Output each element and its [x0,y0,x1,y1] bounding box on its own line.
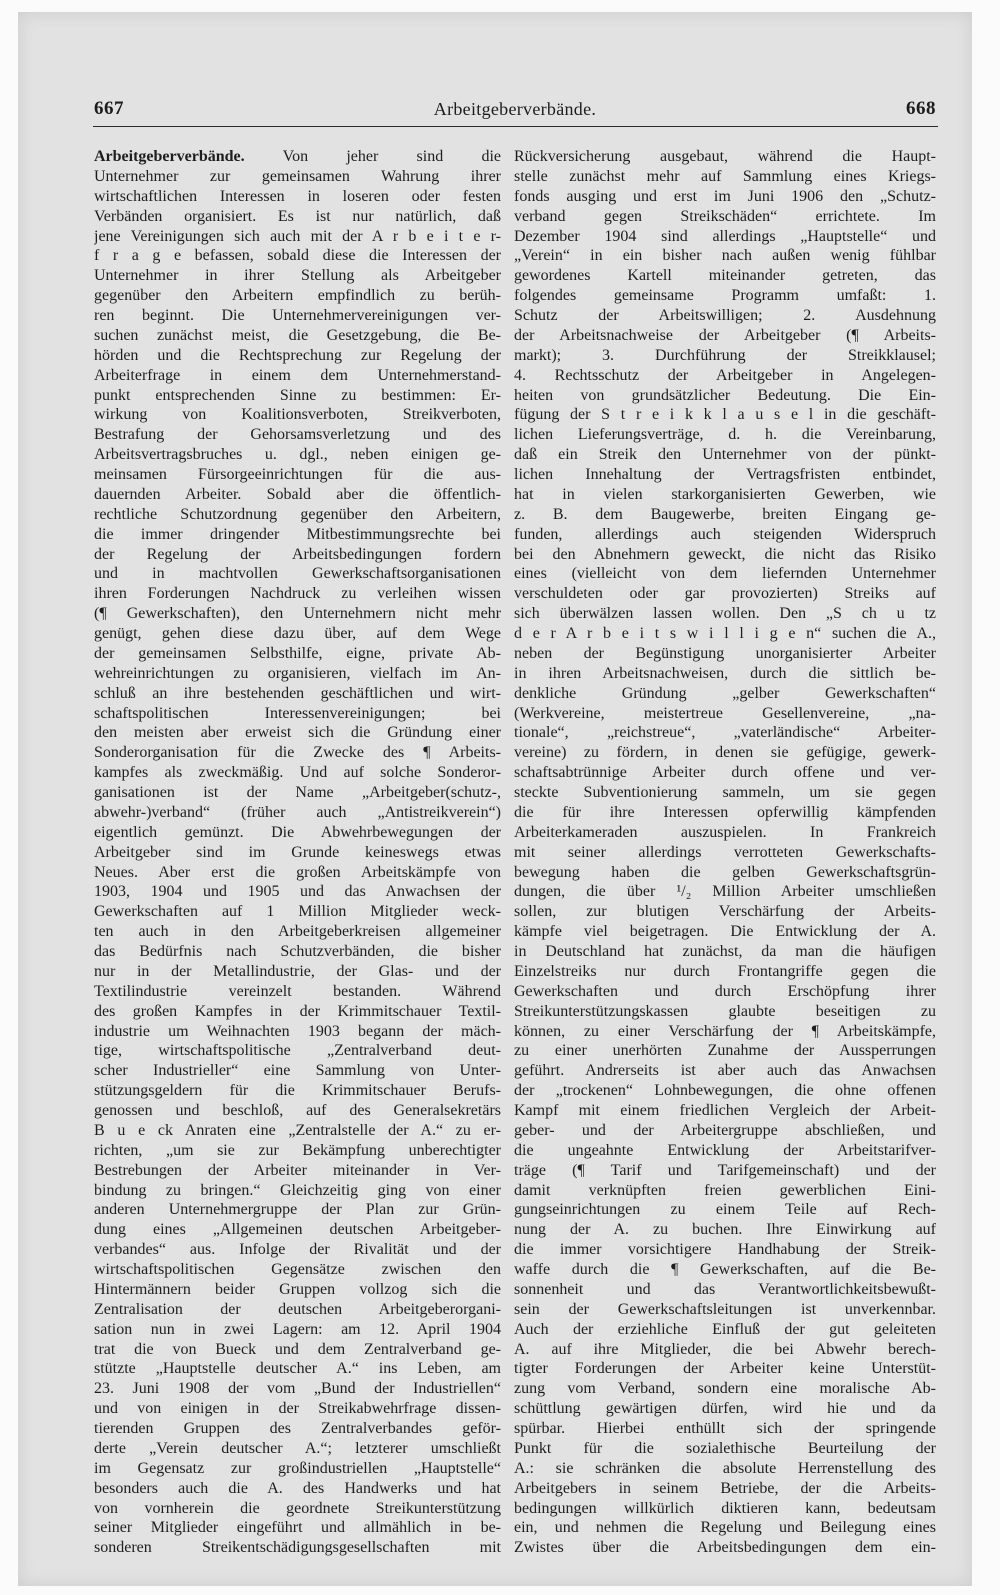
text-line: Zentralisation der deutschen Arbeitgeberorgani- [94,1300,501,1318]
text-line: genügt, gehen diese dazu über, auf dem Wege [94,625,501,642]
text-line: Streikunterstützungskassen glaubte beseitigen zu [514,1002,936,1020]
text-line: folgendes gemeinsame Programm umfaßt: 1. [514,287,936,305]
text-line: nur in der Metallindustrie, der Glas- und der [94,962,501,980]
text-line: Schutz der Arbeitswilligen; 2. Ausdehnung [514,307,936,324]
text-line: Neues. Aber erst die großen Arbeitskämpfe von [94,863,501,881]
text-line: mit seiner allerdings verrotteten Gewerkschafts- [514,843,936,861]
running-title: Arbeitgeberverbände. [433,99,597,119]
text-line: sich überwälzen lassen wollen. Den „S ch u tz [514,605,936,623]
text-line: B u e ck Anraten eine „Zentralstelle der A.“ zu er- [94,1121,501,1139]
text-line: gegenüber den Arbeitern empfindlich zu berüh- [94,287,501,305]
text-line: dungen, die über ¹/₂ Million Arbeiter umschließen [514,883,936,901]
text-line: damit verknüpften freien gewerblichen Eini- [514,1181,936,1199]
text-line: spürbar. Hierbei enthüllt sich der springende [514,1420,936,1437]
text-line: den meisten aber erweist sich die Gründung einer [94,724,501,742]
text-line: besonders auch die A. des Handwerks und hat [94,1479,501,1497]
text-line: die für ihre Interessen opferwillig kämpfenden [514,803,936,821]
text-line: markt); 3. Durchführung der Streikklausel; [514,346,936,364]
text-line: des großen Kampfes in der Krimmitschauer Textil- [94,1002,501,1020]
text-line: lichen Lieferungsverträge, d. h. die Vereinbarung, [514,426,936,444]
text-line: industrie um Weihnachten 1903 begann der mäch- [94,1022,501,1040]
right-column [514,147,936,1558]
text-line: abwehr-)verband“ (früher auch „Antistreikverein“) [94,803,501,821]
text-line: scher Industrieller“ eine Sammlung von Unter- [94,1062,501,1080]
text-line [94,147,501,167]
text-line: lichen Innehaltung der Vertragsfristen entbindet, [514,466,936,483]
text-line: eigentlich gemünzt. Die Abwehrbewegungen der [94,823,501,841]
text-line: sein der Gewerkschaftsleitungen ist unverkennbar. [514,1300,936,1318]
text-line: ren beginnt. Die Unternehmervereinigungen ver- [94,307,501,324]
text-line: gewordenes Kartell miteinander getreten, das [514,267,936,285]
text-line: hörden und die Rechtsprechung zur Regelung der [94,346,501,364]
text-line: stelle zunächst mehr auf Sammlung eines Kriegs- [514,167,936,185]
text-line: zung vom Verband, sondern eine moralische Ab- [514,1380,936,1398]
text-line: die immer dringender Mitbestimmungsrechte bei [94,525,501,543]
text-line: nung der A. zu buchen. Ihre Einwirkung auf [514,1221,936,1239]
text-line: wirkung von Koalitionsverboten, Streikverboten, [94,406,501,424]
text-line: wirtschaftspolitischen Gegensätze zwischen den [94,1261,501,1278]
text-line: verbandes“ aus. Infolge der Rivalität und der [94,1241,501,1259]
text-line: bedingungen willkürlich diktieren kann, bedeutsam [514,1499,936,1517]
text-line: anderen Unternehmergruppe der Plan zur Grün- [94,1201,501,1219]
text-line: fonds ausging und erst im Juni 1906 den „Schutz- [514,187,936,205]
text-line: geber- und der Arbeitergruppe abschließen, und [514,1121,936,1139]
text-line: bei den Abnehmern geweckt, die nicht das Risiko [514,545,936,563]
text-line: Sonderorganisation für die Zwecke des ¶ Arbeits- [94,744,501,762]
text-line: Textilindustrie vereinzelt bestanden. Während [94,982,501,1000]
text-line: schaftsabtrünnige Arbeiter durch offene und ver- [514,764,936,782]
text-line: dung eines „Allgemeinen deutschen Arbeitgeber- [94,1221,501,1239]
page-number-left: 667 [94,98,124,119]
text-line: (Werkvereine, meistertreue Gesellenvereine, „na- [514,704,936,722]
text-line: tionale“, „reichstreue“, „vaterländische“ Arbeiter- [514,724,936,742]
text-line: ihren Forderungen Nachdruck zu verleihen wissen [94,585,501,603]
text-line: f r a g e befassen, sobald diese die Interessen der [94,247,501,265]
text-line: bewegung haben die gelben Gewerkschaftsgrün- [514,863,936,881]
text-line: Unternehmer zur gemeinsamen Wahrung ihrer [94,167,501,185]
text-line: tige, wirtschaftspolitische „Zentralverband deut- [94,1042,501,1060]
text-line: A.: sie schränken die absolute Herrenstellung des [514,1459,936,1477]
text-line: Punkt für die sozialethische Beurteilung der [514,1439,936,1457]
text-line: Rückversicherung ausgebaut, während die Haupt- [514,148,936,165]
text-line: schluß an ihre bestehenden geschäftlichen und wirt- [94,684,501,702]
text-line: Arbeitgeber sind im Grunde keineswegs etwas [94,843,501,861]
text-line: heiten von grundsätzlicher Bedeutung. Die Ein- [514,386,936,404]
text-line: können, zu einer Verschärfung der ¶ Arbeitskämpfe, [514,1022,936,1040]
text-line: ganisationen ist der Name „Arbeitgeber(schutz-, [94,784,501,801]
text-line: wirtschaftlichen Interessen in loseren oder festen [94,187,501,205]
text-line: A. auf ihre Mitglieder, die bei Abwehr berech- [514,1340,936,1358]
text-line: denkliche Gründung „gelber Gewerkschaften“ [514,684,936,702]
text-line: Dezember 1904 sind allerdings „Hauptstelle“ und [514,227,936,245]
text-line: stützte „Hauptstelle deutscher A.“ ins Leben, am [94,1360,501,1378]
text-line: Bestrafung der Gehorsamsverletzung und des [94,426,501,444]
text-line: der Regelung der Arbeitsbedingungen fordern [94,545,501,563]
text-line: kampfes als zweckmäßig. Und auf solche Sonderor- [94,764,501,782]
text-line: fügung der S t r e i k k l a u s e l in die geschäft- [514,406,936,424]
page-header [94,96,936,126]
text-line: sollen, zur blutigen Verschärfung der Arbeits- [514,903,936,921]
text-line: bindung zu bringen.“ Gleichzeitig ging von einer [94,1181,501,1199]
text-line: suchen zunächst meist, die Gesetzgebung, die Be- [94,326,501,344]
text-line: hat in vielen starkorganisierten Gewerben, wie [514,485,936,503]
text-line: waffe durch die ¶ Gewerkschaften, auf die Be- [514,1261,936,1278]
text-line: sonnenheit und das Verantwortlichkeitsbewußt- [514,1280,936,1298]
text-line: ten auch in den Arbeitgeberkreisen allgemeiner [94,923,501,941]
text-line: Auch der erziehliche Einfluß der gut geleiteten [514,1320,936,1338]
text-line: Arbeiterfrage in einem dem Unternehmerstand- [94,366,501,384]
left-column [94,147,501,1558]
text-line: Verbänden organisiert. Es ist nur natürlich, daß [94,207,501,225]
page-number-right: 668 [906,98,936,119]
text-line: Gewerkschaften auf 1 Million Mitglieder weck- [94,903,501,921]
text-line: dauernden Arbeiter. Sobald aber die öffentlich- [94,485,501,503]
text-line: träge (¶ Tarif und Tarifgemeinschaft) und der [514,1161,936,1179]
text-line: stützungsgeldern für die Krimmitschauer Berufs- [94,1082,501,1100]
text-line: steckte Subventionierung sammeln, um sie gegen [514,784,936,801]
text-line: Arbeiterkameraden auszuspielen. In Frankreich [514,823,936,841]
text-line: in Deutschland hat zunächst, da man die häufigen [514,943,936,960]
text-line: z. B. dem Baugewerbe, breiten Eingang ge- [514,505,936,523]
text-line: vereine) zu fördern, in denen sie gefügige, gewerk- [514,744,936,762]
text-line: eines (vielleicht von dem liefernden Unternehmer [514,565,936,583]
text-line: schüttlung gewärtigen dürfen, wird hie und da [514,1400,936,1418]
text-line: jene Vereinigungen sich auch mit der A r b e i t e r- [94,227,501,245]
text-line: derte „Verein deutscher A.“; letzterer umschließt [94,1439,501,1457]
text-line: und von einigen in der Streikabwehrfrage dissen- [94,1400,501,1418]
text-line: und in machtvollen Gewerkschaftsorganisationen [94,565,501,583]
text-line: der „trockenen“ Lohnbewegungen, die ohne offenen [514,1082,936,1100]
text-line: Einzelstreiks nur durch Frontangriffe gegen die [514,962,936,980]
text-line: zu einer unerhörten Zunahme der Aussperrungen [514,1042,936,1060]
text-line: daß ein Streik den Unternehmer von der pünkt- [514,446,936,464]
text-line: funden, allerdings auch steigenden Widerspruch [514,525,936,543]
text-line: von vornherein die geordnete Streikunterstützung [94,1499,501,1517]
text-line: in ihren Arbeitsnachweisen, durch die sittlich be- [514,664,936,682]
text-line: richten, „um sie zur Bekämpfung unberechtigter [94,1141,501,1159]
text-line: neben der Begünstigung unorganisierter Arbeiter [514,644,936,662]
text-line: geführt. Andrerseits ist aber auch das Anwachsen [514,1062,936,1080]
text-line: Hintermännern beider Gruppen vollzog sich die [94,1280,501,1298]
text-line: kämpfe viel beigetragen. Die Entwicklung der A. [514,923,936,941]
text-line: (¶ Gewerkschaften), den Unternehmern nicht mehr [94,605,501,623]
text-line: verschuldeten oder gar provozierten) Streiks auf [514,585,936,603]
text-line: gungseinrichtungen zu einem Teile auf Rech- [514,1201,936,1219]
text-line: rechtliche Schutzordnung gegenüber den Arbeitern, [94,505,501,523]
text-line: genossen und beschloß, auf des Generalsekretärs [94,1102,501,1119]
text-line: Unternehmer in ihrer Stellung als Arbeitgeber [94,267,501,285]
book-page [18,12,972,1586]
text-line: meinsamen Fürsorgeeinrichtungen für die aus- [94,466,501,483]
text-line: 23. Juni 1908 der vom „Bund der Industriellen“ [94,1380,501,1398]
text-line: Kampf mit einem friedlichen Vergleich der Arbeit- [514,1102,936,1119]
text-line: die immer vorsichtigere Handhabung der Streik- [514,1241,936,1259]
text-line: „Verein“ in ein bisher nach außen wenig fühlbar [514,247,936,265]
text-line: 1903, 1904 und 1905 und das Anwachsen der [94,883,501,901]
text-line: der gemeinsamen Selbsthilfe, eigne, private Ab- [94,644,501,662]
text-line: seiner Mitglieder eingeführt und allmählich in be- [94,1519,501,1537]
text-line: Gewerkschaften und durch Erschöpfung ihrer [514,982,936,1000]
text-line: schaftspolitischen Interessenvereinigungen; bei [94,704,501,722]
text-line: Arbeitgebers in seinem Betriebe, der die Arbeits- [514,1479,936,1497]
text-line: verband gegen Streikschäden“ errichtete. Im [514,207,936,225]
text-line: d e r A r b e i t s w i l l i g e n“ suchen die A., [514,625,936,642]
text-line: Arbeitsvertragsbruches u. dgl., neben einigen ge- [94,446,501,464]
header-rule [93,126,938,127]
text-line: 4. Rechtsschutz der Arbeitgeber in Angelegen- [514,366,936,384]
text-line: wehreinrichtungen zu organisieren, vielfach im An- [94,664,501,682]
text-line: das Bedürfnis nach Schutzverbänden, die bisher [94,943,501,960]
text-line: tigter Forderungen der Arbeiter keine Unterstüt- [514,1360,936,1378]
text-line: tierenden Gruppen des Zentralverbandes geför- [94,1420,501,1437]
text-line: punkt entsprechenden Sinne zu bestimmen: Er- [94,386,501,404]
text-line: ein, und nehmen die Regelung und Beilegung eines [514,1519,936,1537]
text-line: Zwistes über die Arbeitsbedingungen dem ein- [514,1539,936,1557]
text-line: sonderen Streikentschädigungsgesellschaften mit [94,1539,501,1557]
text-line: die ungeahnte Entwicklung der Arbeitstarifver- [514,1141,936,1159]
text-line: trat die von Bueck und dem Zentralverband ge- [94,1340,501,1358]
text-line: der Arbeitsnachweise der Arbeitgeber (¶ Arbeits- [514,326,936,344]
headword: Arbeitgeberverbände. [94,148,245,165]
text-line: Bestrebungen der Arbeiter miteinander in Ver- [94,1161,501,1179]
text-line-rest: Von jeher sind die [282,148,501,165]
text-line: sation nun in zwei Lagern: am 12. April 1904 [94,1320,501,1338]
text-line: im Gegensatz zur großindustriellen „Hauptstelle“ [94,1459,501,1477]
